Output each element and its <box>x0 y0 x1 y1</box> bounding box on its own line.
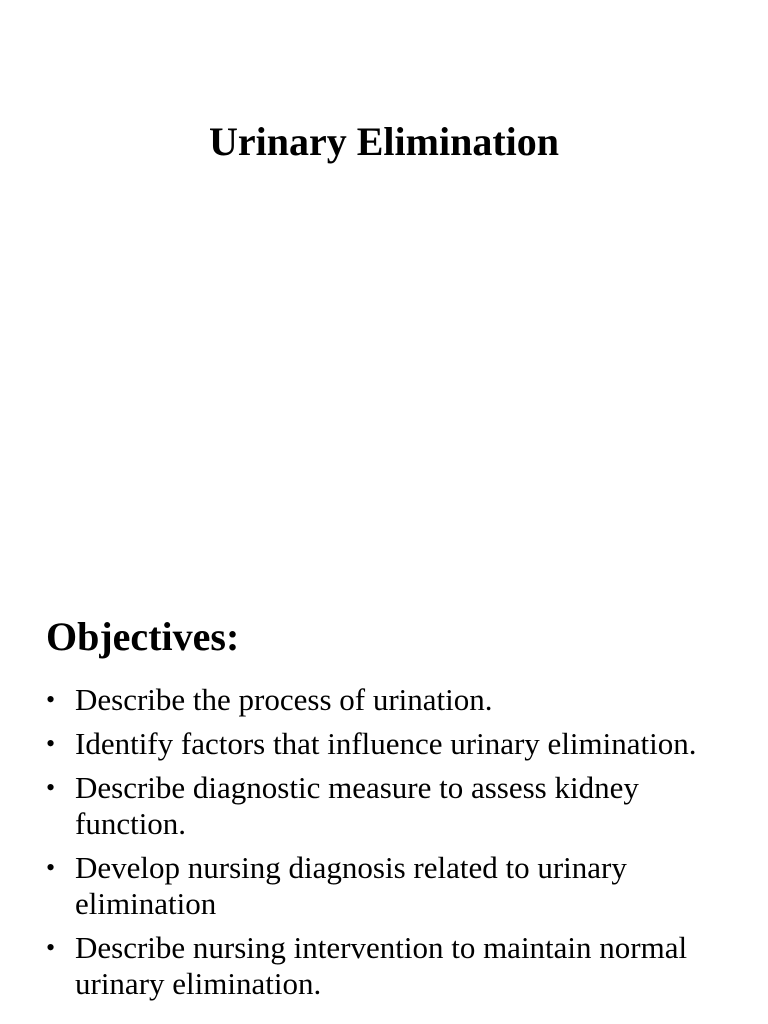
slide-title: Urinary Elimination <box>208 119 560 164</box>
list-item <box>46 682 746 718</box>
list-item <box>46 850 746 922</box>
bullet-icon: • <box>46 933 56 962</box>
objective-text: Describe nursing intervention to maintain normal urinary elimination. <box>75 930 688 1001</box>
bullet-icon: • <box>46 773 56 802</box>
bullet-icon: • <box>46 729 56 758</box>
objectives-heading: Objectives: <box>46 614 240 659</box>
objective-text: Identify factors that influence urinary elimination. <box>75 726 697 761</box>
objective-text: Describe the process of urination. <box>75 682 493 717</box>
bullet-icon: • <box>46 853 56 882</box>
bullet-icon: • <box>46 685 56 714</box>
list-item <box>46 930 746 1002</box>
list-item <box>46 726 746 762</box>
objective-text: Develop nursing diagnosis related to urinary elimination <box>75 850 627 921</box>
objectives-list <box>46 682 746 1010</box>
list-item <box>46 770 746 842</box>
objective-text: Describe diagnostic measure to assess kidney function. <box>75 770 639 841</box>
